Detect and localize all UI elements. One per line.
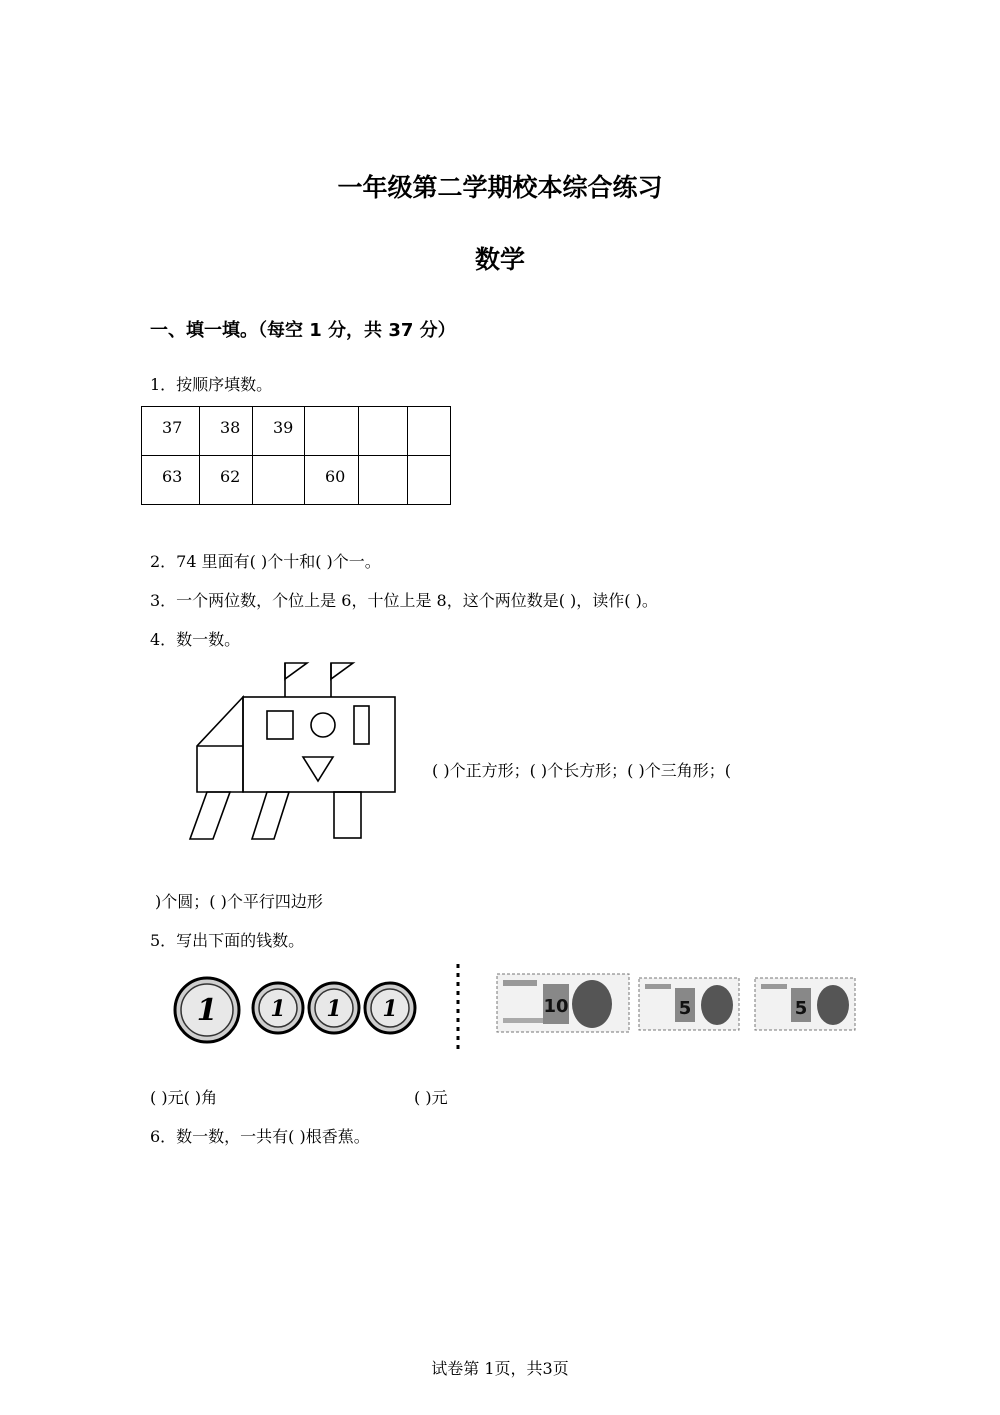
table-cell	[253, 456, 305, 505]
table-cell: 63	[142, 456, 200, 505]
table-cell: 37	[142, 407, 200, 456]
question-4-text: 4．数一数。	[150, 630, 241, 649]
table-row	[142, 456, 451, 505]
question-3-text: 3．一个两位数，个位上是 6，十位上是 8，这个两位数是( )，读作( )。	[150, 591, 658, 610]
shape-robot-figure	[185, 655, 405, 845]
section-heading: 一、填一填。（每空 1 分，共 37 分）	[150, 320, 456, 341]
table-cell: 62	[200, 456, 253, 505]
question-5-text: 5．写出下面的钱数。	[150, 931, 305, 950]
coin-label: 1	[270, 996, 286, 1022]
table-cell: 38	[200, 407, 253, 456]
dotted-divider	[452, 962, 464, 1054]
banknotes-figure	[495, 970, 860, 1036]
question-4-answer-line-1: ( )个正方形；( )个长方形；( )个三角形；(	[432, 761, 731, 780]
coins-figure	[170, 970, 420, 1050]
question-5-answer-right: ( )元	[414, 1088, 448, 1107]
question-6-text: 6．数一数，一共有( )根香蕉。	[150, 1127, 370, 1146]
question-1-text: 1．按顺序填数。	[150, 375, 273, 394]
coin-label: 1	[382, 996, 398, 1022]
coin-label: 1	[326, 996, 342, 1022]
banknote-label: 5	[794, 998, 808, 1019]
coin-label: 1	[196, 993, 218, 1028]
table-cell	[359, 407, 408, 456]
table-cell: 60	[305, 456, 359, 505]
table-cell	[359, 456, 408, 505]
table-cell: 39	[253, 407, 305, 456]
table-cell	[305, 407, 359, 456]
banknote-label: 10	[543, 996, 569, 1017]
question-2-text: 2．74 里面有( )个十和( )个一。	[150, 552, 381, 571]
page-footer: 试卷第 1页，共3页	[431, 1359, 569, 1378]
table-row	[142, 407, 451, 456]
question-4-answer-line-2: )个圆；( )个平行四边形	[155, 892, 323, 911]
banknote-label: 5	[678, 998, 692, 1019]
table-cell	[408, 456, 451, 505]
question-5-answer-left: ( )元( )角	[150, 1088, 218, 1107]
table-cell	[408, 407, 451, 456]
sequence-table	[141, 406, 451, 505]
subject-title: 数学	[474, 245, 525, 274]
page-title: 一年级第二学期校本综合练习	[337, 173, 663, 202]
